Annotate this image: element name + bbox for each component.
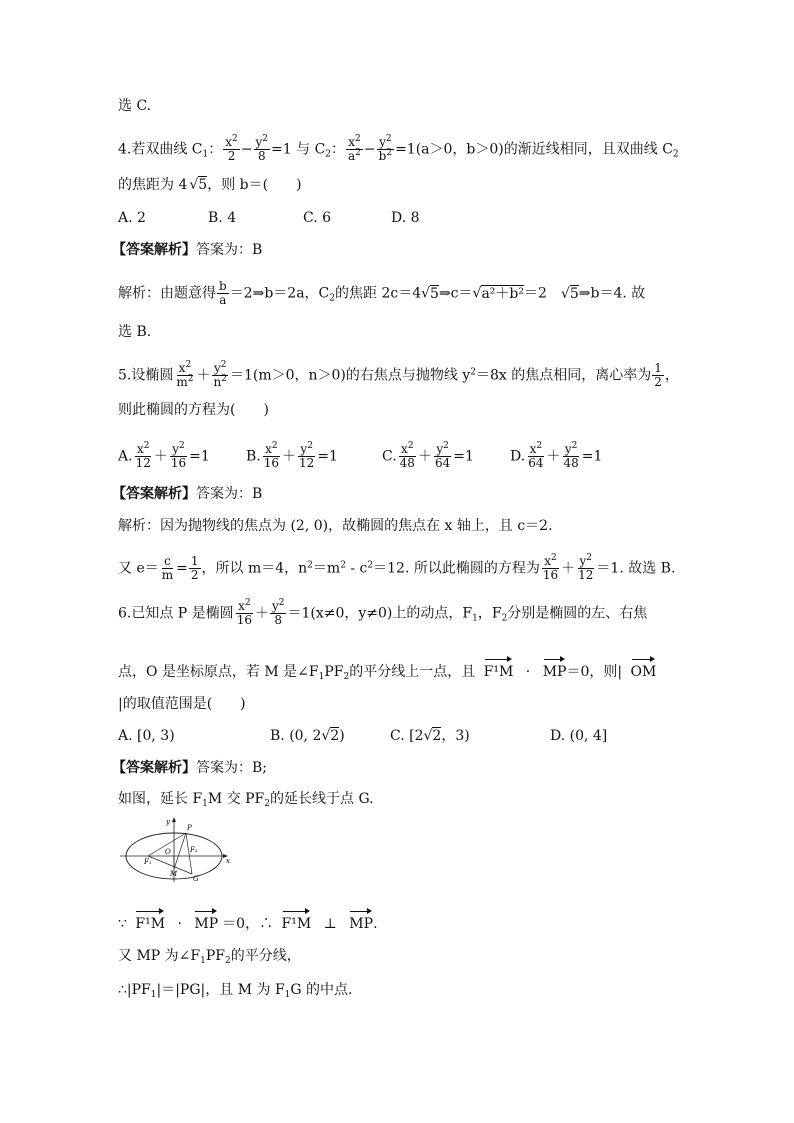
label-p: P (187, 824, 192, 832)
text: ： (208, 141, 223, 158)
text: 4.若双曲线 C (118, 141, 203, 158)
answer-text: 答案为：B (196, 242, 263, 258)
solution-5: 又 e＝ $\frac{c}{m}$ = $\frac{1}{2}$ ，所以 m＝4，$n^2=m^2 - c^2=12$. 所以此椭圆的方程为 $\frac{x^2}{16}$ ＋ $\frac{y^2}{12}$ ＝1. 故选 B. (118, 553, 676, 582)
text: 6.已知点 P 是椭圆 (118, 605, 234, 622)
sup: 2 (244, 598, 251, 608)
option-c: C. $\frac{x^2}{48}$ ＋ $\frac{y^2}{64}$ =1 (382, 441, 474, 470)
question-4-options (118, 208, 420, 228)
answer-5 (112, 484, 262, 504)
answer-6 (112, 758, 267, 778)
var: y (271, 599, 279, 613)
sup: 2 (307, 441, 313, 451)
sqrt-arg: 2 (432, 728, 442, 744)
text: 的焦距 2c＝4 (335, 285, 422, 302)
sup: 2 (179, 441, 185, 451)
sqrt-arg: 2 (330, 728, 340, 744)
text: 则此椭圆的方程为( ) (118, 402, 269, 418)
option-c: C. [2√2，3) (390, 728, 470, 744)
fraction (211, 362, 228, 389)
var: m (176, 375, 188, 389)
text: 的平分线， (230, 948, 301, 964)
text: ： (331, 141, 346, 158)
text: ＝2 (524, 285, 547, 302)
fraction (174, 362, 195, 389)
text: 又 MP 为∠F (118, 948, 201, 964)
denominator: 2 (654, 375, 662, 389)
text: 的焦距为 4 (118, 177, 188, 193)
answer-4 (112, 240, 262, 260)
denominator: 16 (263, 456, 280, 470)
text: ＝1. 故选 B. (596, 560, 676, 577)
op: ＋ (561, 560, 576, 577)
var: y (300, 442, 308, 456)
op: ＋ (282, 448, 297, 465)
question-6-options (118, 726, 607, 746)
subscript: 2 (672, 149, 679, 160)
text: ＝2⇒b＝2a，C (229, 285, 330, 302)
var: x (225, 135, 233, 149)
text-line (118, 516, 553, 536)
sup: 2 (221, 374, 227, 384)
numerator: c (164, 554, 171, 568)
denominator: 8 (274, 613, 283, 627)
subscript: 1 (472, 613, 478, 624)
vector-f1m: F¹M (282, 908, 312, 934)
denominator: 2 (227, 149, 236, 163)
text: M 交 PF (207, 791, 265, 807)
denominator: a (219, 293, 227, 307)
vector-mp: MP (194, 908, 218, 934)
numerator: b (219, 279, 227, 293)
sup: 2 (271, 441, 278, 451)
option-d: D. 8 (391, 210, 420, 226)
sup: 2 (386, 148, 393, 158)
label-o: O (165, 848, 171, 856)
var: x (401, 442, 408, 456)
option-text: ，3) (441, 728, 470, 744)
text: - c (345, 560, 368, 577)
label-m: M (170, 870, 178, 878)
vector-mp: MP (543, 656, 567, 682)
text: 解析：由题意得 (118, 285, 216, 302)
subscript: 2 (501, 613, 508, 624)
denominator: 48 (399, 456, 415, 470)
answer-label: 【答案解析】 (112, 242, 196, 258)
label-x: x (226, 857, 230, 865)
fraction (217, 280, 229, 307)
text: 选 B. (118, 324, 152, 340)
option-b: B. $\frac{x^2}{16}$ ＋ $\frac{y^2}{12}$ =1 (246, 441, 338, 470)
sup: 2 (185, 360, 192, 370)
subscript: 1 (318, 672, 325, 682)
op: ＋ (196, 367, 211, 384)
sqrt-arg: a²＋b² (481, 285, 524, 302)
fraction (223, 136, 240, 163)
question-4-cont: 的焦距为 4 √5，则 b＝( ) (118, 177, 302, 193)
var: y (255, 135, 263, 149)
option-d: D. $\frac{x^2}{64}$ ＋ $\frac{y^2}{48}$ =1 (510, 441, 603, 470)
var: n (213, 375, 222, 389)
var: x (544, 554, 552, 568)
text: =1(a＞0，b＞0)的渐近线相同，且双曲线 C (395, 141, 673, 158)
question-6-cont (118, 656, 656, 682)
answer-text: 答案为：B (196, 486, 263, 502)
var: b (378, 149, 387, 163)
sup: 2 (278, 598, 285, 608)
y-axis-arrow (172, 817, 176, 822)
text: ＝1(x≠0，y≠0)上的动点，F (287, 605, 473, 622)
option-a: A. [0, 3) (118, 728, 175, 744)
text: |的取值范围是( ) (118, 696, 246, 712)
sup: 2 (586, 553, 593, 563)
text: PF (324, 664, 344, 680)
segment-pm (174, 833, 186, 869)
denominator: 8 (257, 149, 266, 163)
solution-6 (118, 789, 374, 809)
op: · (177, 916, 182, 932)
sup: 2 (470, 367, 476, 378)
var: x (178, 361, 186, 375)
fraction (254, 136, 271, 163)
text: |＝|PG|，且 M 为 F (156, 982, 285, 998)
op: ＋ (417, 448, 432, 465)
vector-f1m: F¹M (484, 656, 514, 682)
sup: 2 (232, 134, 238, 144)
option-a: A. 2 (118, 210, 146, 226)
sup: 2 (571, 441, 578, 451)
label-g: G (193, 875, 199, 883)
solution-4: 解析：由题意得 $\frac{b}{a}$ ＝2⇒b＝2a，$C_2$的焦距 2c＝4√5⇒c＝√a²＋b²＝2 √5⇒b＝4. 故 (118, 279, 646, 307)
option-text: B. (0, 2 (270, 728, 322, 744)
option-d: D. (0, 4] (550, 728, 608, 744)
denominator: 16 (170, 456, 187, 470)
numerator: 1 (654, 361, 662, 375)
text: ， (664, 367, 679, 384)
text: ∵ (118, 916, 127, 932)
answer-label: 【答案解析】 (112, 760, 196, 776)
question-6 (118, 600, 647, 627)
text: G 的中点. (290, 982, 353, 998)
option-label: B. (246, 448, 261, 465)
op: − (240, 141, 253, 158)
op: · (525, 664, 531, 680)
question-5-options (118, 443, 602, 470)
text: 的延长线于点 G. (270, 791, 374, 807)
answer-text: 答案为：B; (196, 760, 268, 776)
option-text: C. [2 (390, 728, 424, 744)
text: ∴|PF (118, 982, 151, 998)
var: y (436, 442, 444, 456)
sup: 2 (187, 374, 194, 384)
subscript: 1 (200, 956, 206, 966)
op: ＋ (153, 448, 168, 465)
denominator: 16 (542, 568, 559, 582)
text: 5.设椭圆 (118, 367, 174, 384)
sup: 2 (536, 441, 543, 451)
option-label: A. (118, 448, 133, 465)
denominator: 64 (528, 456, 544, 470)
text: ＝12. 所以此椭圆的方程为 (373, 560, 540, 577)
sup: 2 (143, 441, 150, 451)
denominator: 64 (434, 456, 451, 470)
sup: 2 (385, 134, 392, 144)
fraction (346, 136, 363, 163)
text: ⇒c＝ (438, 285, 473, 302)
var: y (579, 554, 587, 568)
ellipse-figure (118, 816, 234, 884)
text: 又 e＝ (118, 560, 159, 577)
sup: 2 (367, 560, 374, 571)
denominator: 12 (299, 456, 315, 470)
var: y (172, 442, 179, 456)
numerator: 1 (190, 554, 199, 568)
var: a (348, 149, 356, 163)
sqrt-arg: 5 (430, 285, 439, 302)
vector-f1m: F¹M (135, 908, 165, 934)
denominator: 2 (190, 568, 199, 582)
sup: 2 (307, 560, 313, 571)
sup: 2 (340, 560, 346, 571)
text-line (118, 694, 246, 714)
label-y: y (166, 818, 170, 826)
solution-6-c (118, 946, 301, 966)
option-text: ) (339, 728, 345, 744)
option-label: C. (382, 448, 397, 465)
sup: 2 (355, 148, 361, 158)
text-line (118, 96, 151, 116)
op: ＋ (254, 605, 269, 622)
var: y (213, 361, 221, 375)
sqrt-arg: 5 (198, 177, 208, 193)
text: ＝1(m＞0，n＞0)的右焦点与抛物线 y (229, 367, 471, 384)
fraction (377, 136, 394, 163)
var: x (238, 599, 245, 613)
subscript: 1 (202, 799, 208, 809)
option-c: C. 6 (303, 210, 332, 226)
var: x (348, 135, 355, 149)
question-4 (118, 136, 679, 163)
vector-om: OM (631, 656, 657, 682)
text: 如图，延长 F (118, 791, 203, 807)
text-line (118, 322, 151, 342)
label-f2: F₂ (190, 846, 198, 854)
sup: 2 (354, 134, 361, 144)
var: y (564, 442, 572, 456)
subscript: 2 (264, 799, 271, 809)
answer-label: 【答案解析】 (112, 486, 196, 502)
denominator: 12 (578, 568, 594, 582)
subscript: 2 (329, 293, 335, 304)
subscript: 2 (224, 956, 231, 966)
var: x (265, 442, 272, 456)
subscript: 1 (150, 990, 157, 1000)
denominator: 16 (236, 613, 252, 627)
option-b: B. 4 (208, 210, 237, 226)
var: y (379, 135, 386, 149)
text: 解析：因为抛物线的焦点为 (2, 0)，故椭圆的焦点在 x 轴上，且 c＝2. (118, 518, 553, 534)
option-a: A. $\frac{x^2}{12}$ ＋ $\frac{y^2}{16}$ =1 (118, 441, 210, 470)
option-b: B. (0, 2√2) (270, 728, 345, 744)
denominator: 48 (563, 456, 579, 470)
text: PF (205, 948, 225, 964)
var: x (529, 442, 537, 456)
text: ，F (477, 605, 502, 622)
op: ＋ (546, 448, 561, 465)
question-5 (118, 362, 679, 389)
text: ＝0，则| (566, 664, 623, 680)
subscript: 2 (343, 672, 350, 682)
text-line (118, 400, 269, 420)
sup: 2 (407, 441, 414, 451)
label-f1: F₁ (144, 858, 152, 866)
solution-6-d (118, 980, 352, 1000)
sup: 2 (443, 441, 449, 451)
text: =1 与 C (271, 141, 326, 158)
text: ，所以 m＝4，n (201, 560, 308, 577)
sup: 2 (551, 553, 557, 563)
op: − (363, 141, 376, 158)
text: ＝m (312, 560, 341, 577)
option-label: D. (510, 448, 526, 465)
denominator: m (161, 568, 174, 582)
text: 的平分线上一点，且 (349, 664, 476, 680)
text: 分别是椭圆的左、右焦 (507, 605, 648, 622)
text: 点，O 是坐标原点，若 M 是∠F (118, 664, 319, 680)
var: x (136, 442, 144, 456)
op: ⊥ (323, 916, 337, 932)
subscript: 1 (202, 149, 209, 160)
subscript: 1 (284, 990, 291, 1000)
sqrt-arg: 5 (569, 285, 579, 302)
text: ⇒b＝4. 故 (578, 285, 646, 302)
sup: 2 (220, 360, 227, 370)
sup: 2 (262, 134, 269, 144)
denominator: 12 (135, 456, 151, 470)
subscript: 2 (325, 149, 332, 160)
text: 选 C. (118, 98, 152, 114)
solution-6-b: ∵ F¹M · MP ＝0，∴ F¹M ⊥ MP. (118, 908, 378, 934)
vector-mp: MP (349, 908, 373, 934)
text: ，则 b＝( ) (207, 177, 302, 193)
fraction (652, 362, 664, 389)
text: ＝8x 的焦点相同，离心率为 (475, 367, 652, 384)
text: ＝0，∴ (222, 916, 274, 932)
